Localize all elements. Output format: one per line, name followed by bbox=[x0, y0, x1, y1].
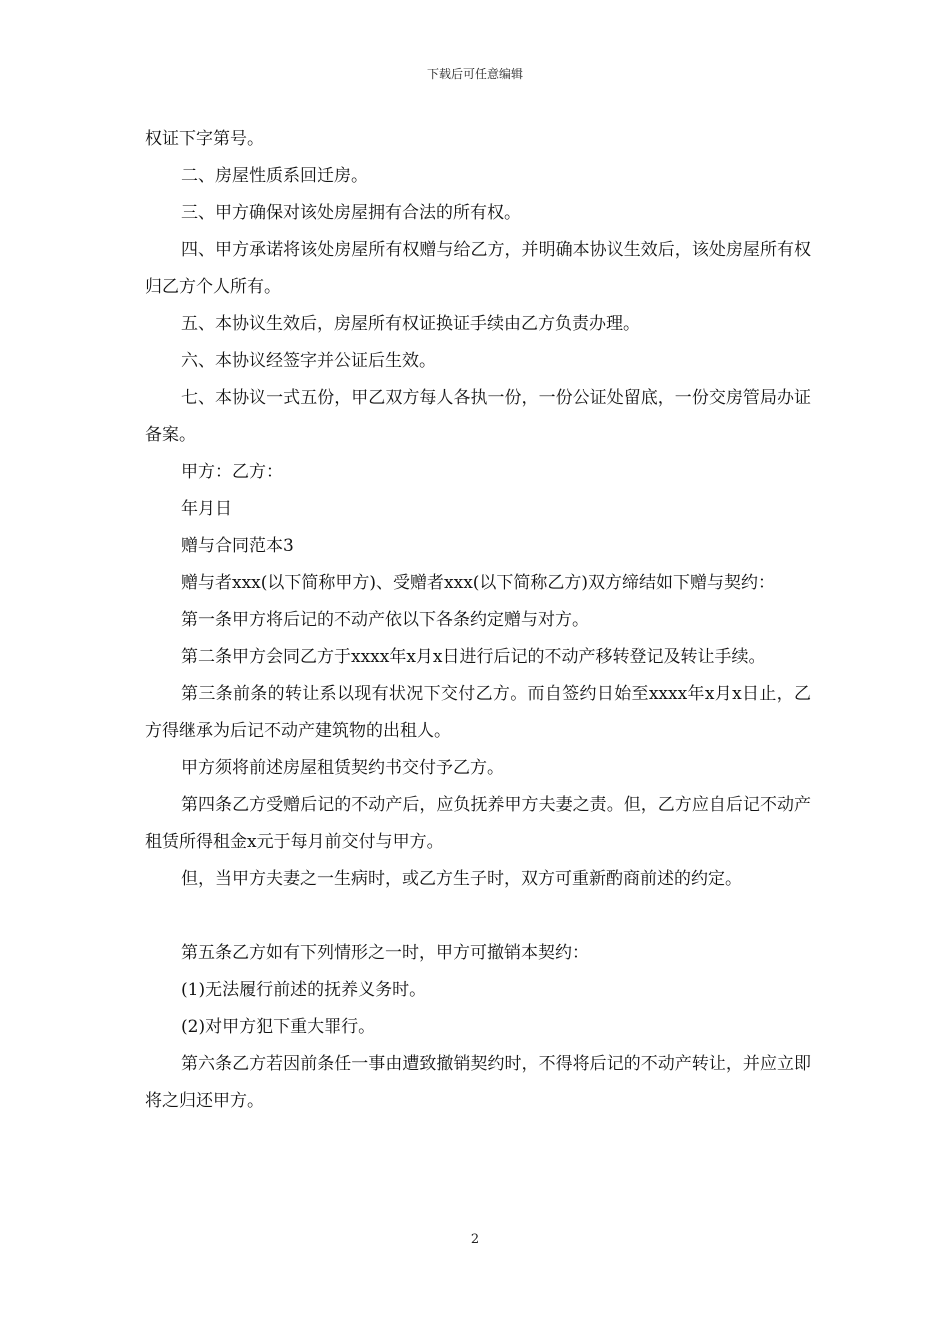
paragraph: 第三条前条的转让系以现有状况下交付乙方。而自签约日始至xxxx年x月x日止，乙方得继承为后记不动产建筑物的出租人。 bbox=[145, 684, 811, 741]
paragraph: 第六条乙方若因前条任一事由遭致撤销契约时，不得将后记的不动产转让，并应立即将之归还甲方。 bbox=[145, 1054, 811, 1111]
paragraph: 赠与者xxx(以下简称甲方)、受赠者xxx(以下简称乙方)双方缔结如下赠与契约： bbox=[181, 573, 776, 593]
page-header: 下载后可任意编辑 bbox=[426, 67, 523, 81]
paragraph: 七、本协议一式五份，甲乙双方每人各执一份，一份公证处留底，一份交房管局办证备案。 bbox=[145, 388, 811, 445]
paragraph: 权证下字第号。 bbox=[145, 129, 264, 149]
paragraph: 四、甲方承诺将该处房屋所有权赠与给乙方，并明确本协议生效后，该处房屋所有权归乙方个人所有。 bbox=[145, 240, 811, 297]
document-body bbox=[145, 121, 811, 1120]
blank-line bbox=[145, 898, 811, 935]
paragraph: 五、本协议生效后，房屋所有权证换证手续由乙方负责办理。 bbox=[181, 314, 640, 334]
paragraph: 但，当甲方夫妻之一生病时，或乙方生子时，双方可重新酌商前述的约定。 bbox=[181, 869, 742, 889]
list-item: (2)对甲方犯下重大罪行。 bbox=[181, 1017, 376, 1037]
list-item: (1)无法履行前述的抚养义务时。 bbox=[181, 980, 427, 1000]
paragraph: 三、甲方确保对该处房屋拥有合法的所有权。 bbox=[181, 203, 521, 223]
section-title: 赠与合同范本3 bbox=[181, 536, 294, 556]
paragraph: 甲方须将前述房屋租赁契约书交付予乙方。 bbox=[181, 758, 504, 778]
paragraph: 第四条乙方受赠后记的不动产后，应负抚养甲方夫妻之责。但，乙方应自后记不动产租赁所得租金x元于每月前交付与甲方。 bbox=[145, 795, 811, 852]
paragraph: 六、本协议经签字并公证后生效。 bbox=[181, 351, 436, 371]
paragraph: 第二条甲方会同乙方于xxxx年x月x日进行后记的不动产移转登记及转让手续。 bbox=[181, 647, 766, 667]
page-number: 2 bbox=[470, 1232, 480, 1247]
paragraph: 二、房屋性质系回迁房。 bbox=[181, 166, 368, 186]
paragraph: 第五条乙方如有下列情形之一时，甲方可撤销本契约： bbox=[181, 943, 589, 963]
date-line: 年月日 bbox=[181, 499, 232, 519]
signature-line: 甲方：乙方： bbox=[181, 462, 283, 482]
paragraph: 第一条甲方将后记的不动产依以下各条约定赠与对方。 bbox=[181, 610, 589, 630]
